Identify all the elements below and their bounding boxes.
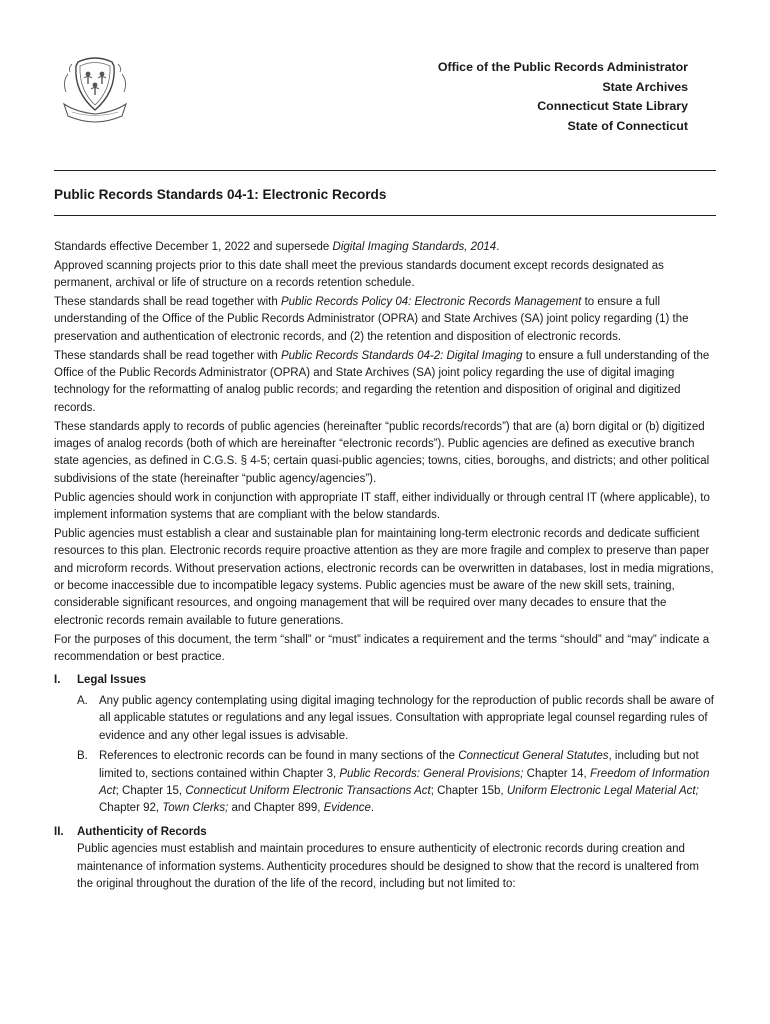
office-line: State of Connecticut [567,118,688,133]
section-title: Legal Issues [77,674,147,687]
state-seal-logo [58,52,132,126]
standards-04-2-paragraph: These standards shall be read together with Public Records Standards 04-2: Digital Imaging to ensure a full understanding of the Office of the Public Records Administrator (OPRA) and State Archives (SA) joint policy regarding the use of digital imaging technology for the reformatting of analog public records; and regarding the retention and disposition of original and digitized records. [54,349,710,414]
list-item [54,693,718,745]
section-authenticity [54,824,718,894]
item-text: Any public agency contemplating using digital imaging technology for the reproduction of public records shall be aware of all applicable statutes or regulations and any legal issues. Consultation with appropriate legal counsel regarding rules of evidence and any other legal issues is advisable. [99,694,714,742]
document-title: Public Records Standards 04-1: Electronic Records [54,187,387,202]
office-line: Office of the Public Records Administrator [437,60,688,74]
section-number: II. [54,825,64,838]
item-letter: A. [77,694,88,707]
policy-04-paragraph: These standards shall be read together with Public Records Policy 04: Electronic Records Management to ensure a full understanding of the Office of the Public Records Administrator (OPRA) and State Archives (SA) joint policy regarding (1) the preservation and authentication of electronic records, and (2) the retention and disposition of electronic records. [54,296,689,343]
title-rule [54,215,716,216]
office-line: Connecticut State Library [537,99,688,114]
sustainable-plan-paragraph: Public agencies must establish a clear and sustainable plan for maintaining long-term electronic records and dedicate sufficient resources to this plan. Electronic records require proactive attention as they are more fragile and complex to preserve than paper and microform records. Without preservation actions, electronic records can be overwritten in databases, lost in media migrations, or become inaccessible due to incompatible legacy systems. Public agencies must be aware of the new skill sets, training, considerable significant resources, and ongoing management that will be required over many decades to ensure that the electronic records remain available to future generations. [54,527,714,627]
item-letter: B. [77,750,88,763]
scanning-projects-paragraph: Approved scanning projects prior to this date shall meet the previous standards document except records designated as permanent, archival or life of structure on a records retention schedule. [54,259,664,290]
office-line: State Archives [602,79,688,94]
section-heading [54,672,718,689]
section-text: Public agencies must establish and maintain procedures to ensure authenticity of electronic records during creation and maintenance of information systems. Authenticity procedures should be designed to show that the record is unaltered from the original throughout the duration of the life of the record, including but not limited to: [77,843,699,890]
document-body [54,239,718,893]
effective-date-paragraph: Standards effective December 1, 2022 and supersede Digital Imaging Standards, 2014. [54,241,500,253]
section-number: I. [54,674,61,687]
section-title: Authenticity of Records [77,825,207,838]
section-legal-issues [54,672,718,817]
section-heading [54,824,718,841]
top-rule [54,170,716,171]
terminology-paragraph: For the purposes of this document, the term “shall” or “must” indicates a requirement and the terms “should” and “may” indicate a recommendation or best practice. [54,633,710,664]
it-staff-paragraph: Public agencies should work in conjunction with appropriate IT staff, either individually or through central IT (where applicable), to implement information systems that are compliant with the below standards. [54,491,710,522]
office-address-block [438,58,688,136]
list-item [54,748,718,818]
item-text: References to electronic records can be found in many sections of the Connecticut General Statutes, including but not limited to, sections contained within Chapter 3, Public Records: General Provisions; Chapter 14, Freedom of Information Act; Chapter 15, Connecticut Uniform Electronic Transactions Act; Chapter 15b, Uniform Electronic Legal Material Act; Chapter 92, Town Clerks; and Chapter 899, Evidence. [99,750,710,815]
scope-paragraph: These standards apply to records of public agencies (hereinafter “public records/records”) that are (a) born digital or (b) digitized images of analog records (both of which are hereinafter “electronic records”). Public agencies are defined as executive branch state agencies, as defined in C.G.S. § 4-5; certain quasi-public agencies; towns, cities, boroughs, and districts; and other political subdivisions of the state (hereinafter “public agency/agencies”). [54,420,710,485]
